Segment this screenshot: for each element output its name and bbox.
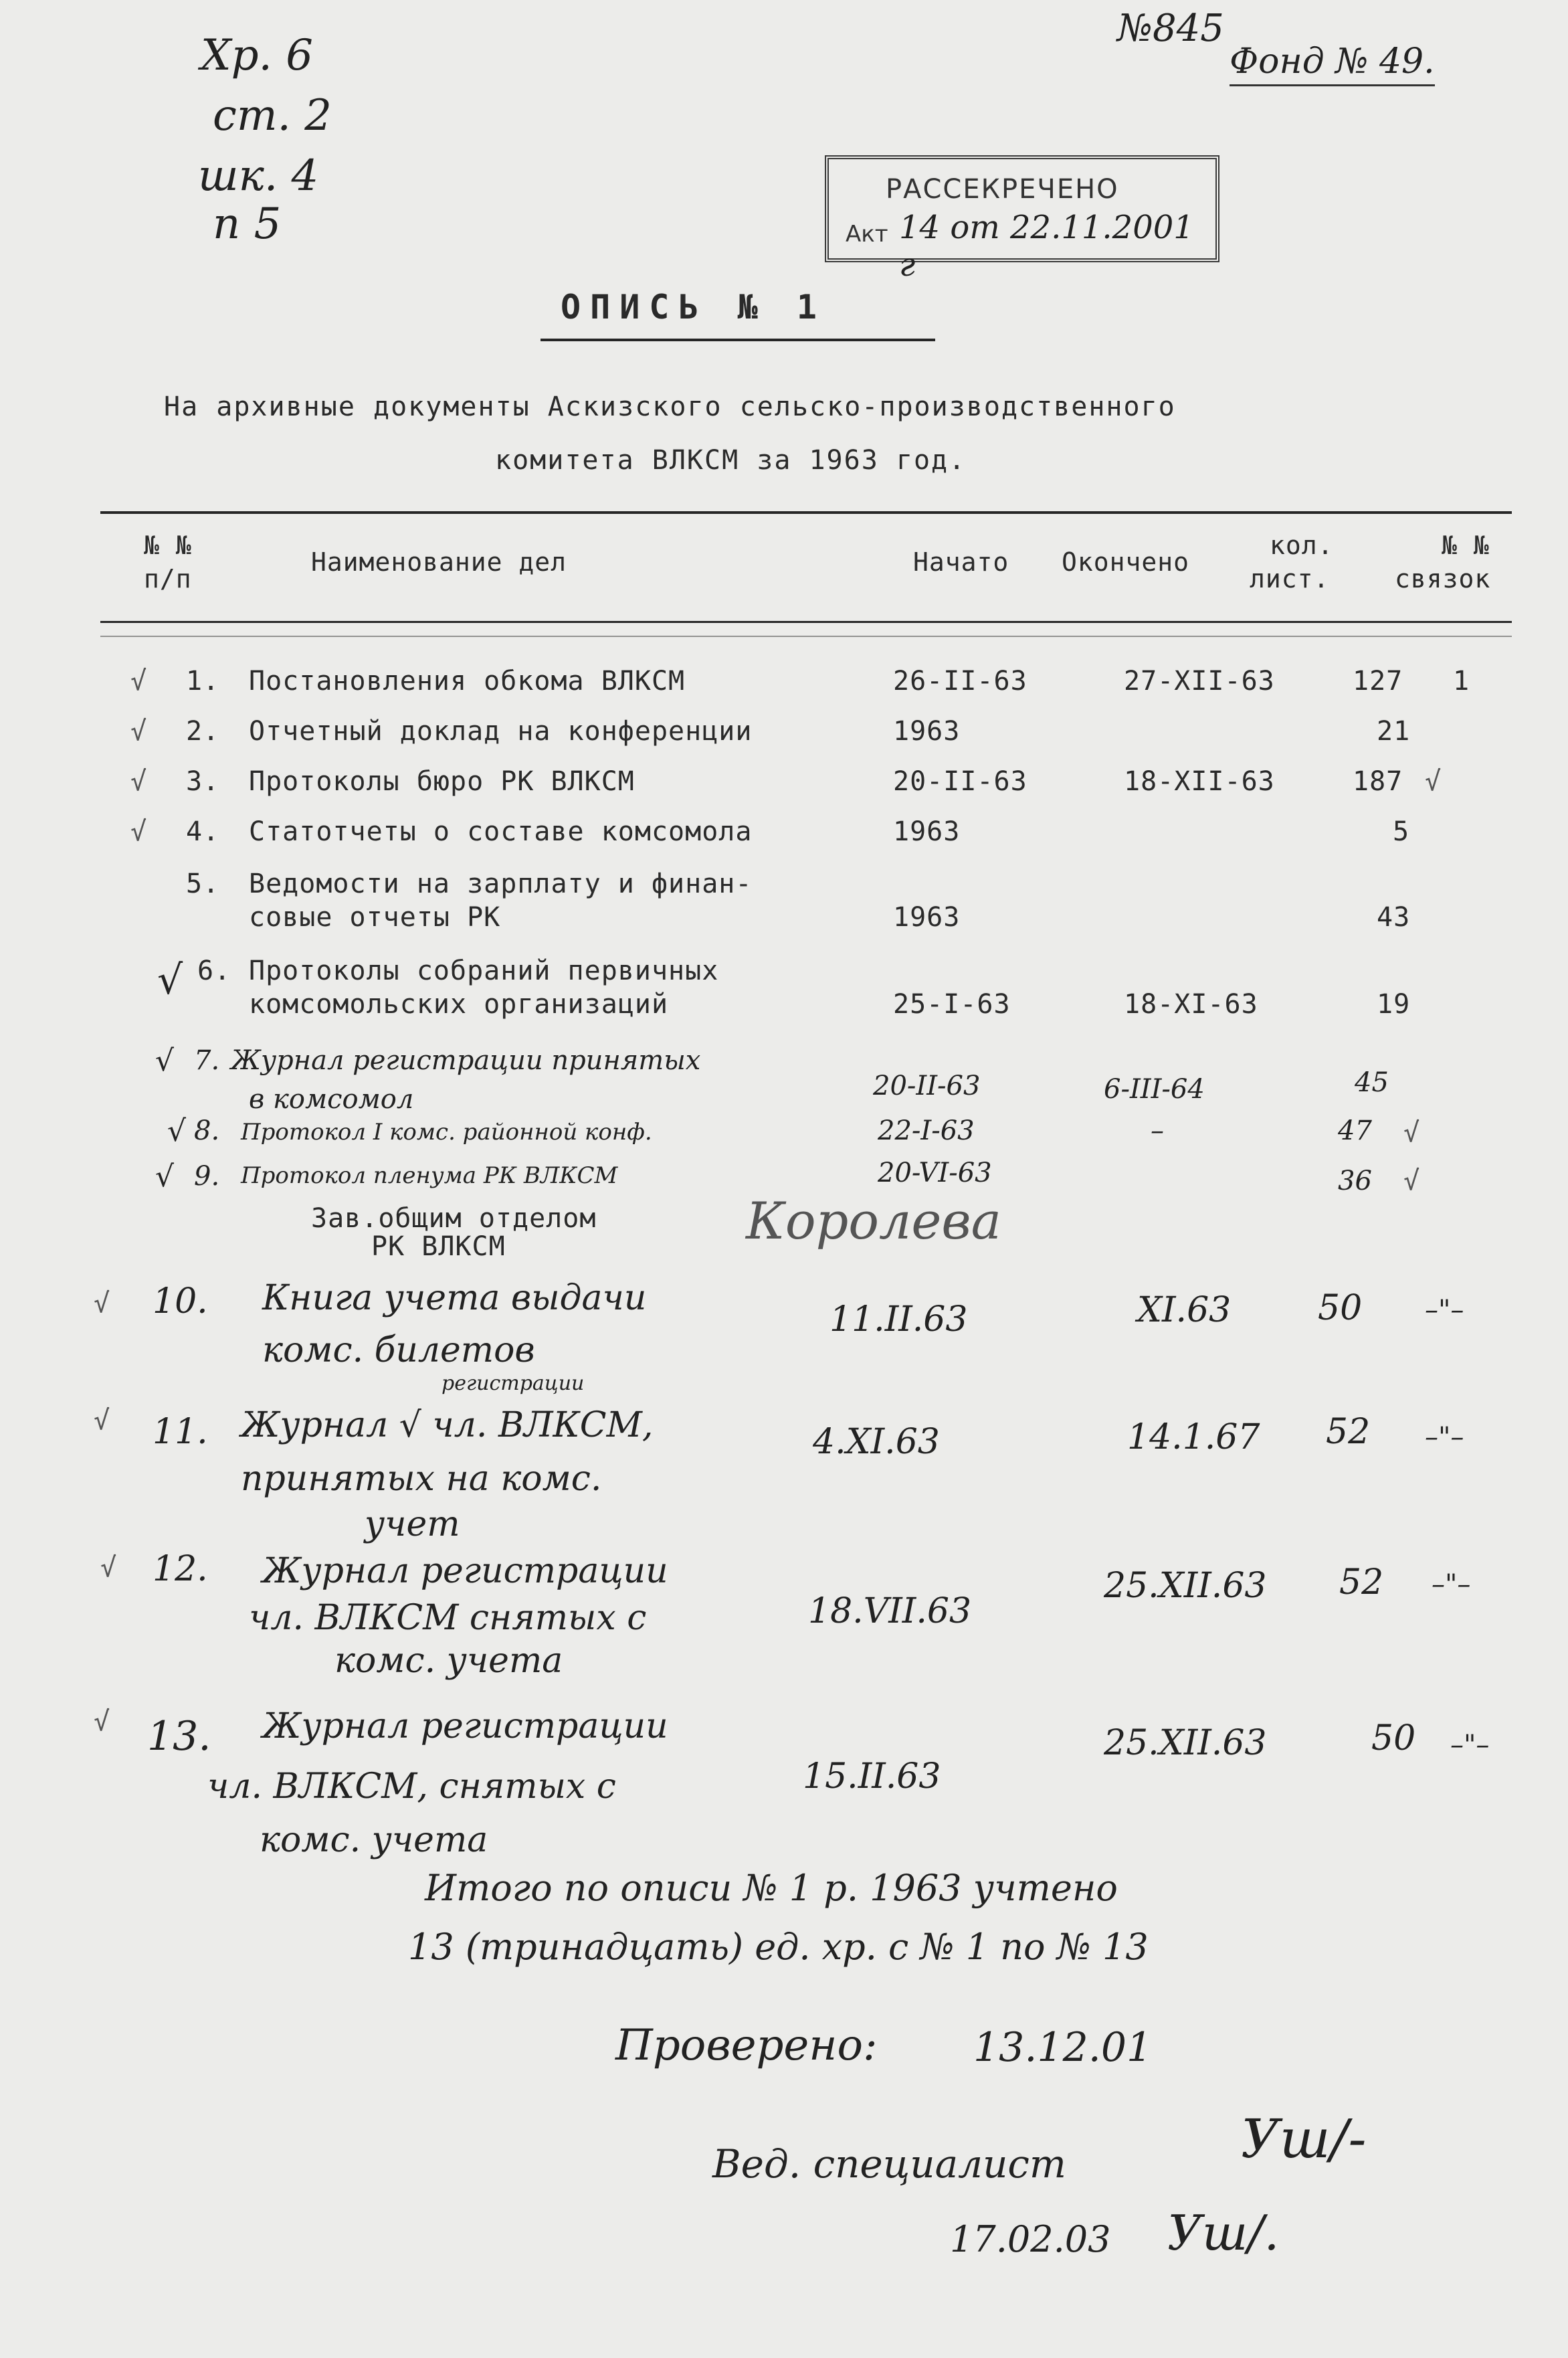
header-start: Начато (913, 547, 1009, 577)
row-12-start: 18.VII.63 (808, 1591, 972, 1631)
row-13-end: 25.XII.63 (1104, 1723, 1267, 1763)
row-7-end: 6-III-64 (1104, 1074, 1205, 1105)
row-12-end: 25.XII.63 (1104, 1566, 1267, 1606)
corner-mark-hr: Хр. 6 (201, 31, 313, 80)
row-4-sheets: 5 (1393, 816, 1410, 847)
row-7-name-line2: в комсомол (249, 1084, 414, 1115)
row-4-num: 4. (186, 816, 220, 847)
row-7-name-line1: Журнал регистрации принятых (231, 1045, 701, 1076)
signature-koroleva: Королева (746, 1191, 1001, 1251)
table-header-rule (100, 621, 1512, 623)
row-5-name-line2: совые отчеты РК (249, 902, 501, 933)
row-1-start: 26-II-63 (893, 666, 1027, 697)
row-8-bundle: √ (1403, 1117, 1420, 1148)
fond-number: Фонд № 49. (1230, 41, 1435, 86)
header-sheets-line2: лист. (1250, 564, 1330, 594)
row-7-num: 7. (194, 1045, 220, 1076)
row-2-check: √ (130, 716, 147, 747)
row-13-line2: чл. ВЛКСМ, снятых с (207, 1766, 616, 1807)
row-8-end: – (1151, 1115, 1164, 1146)
row-5-sheets: 43 (1377, 902, 1411, 933)
row-11-line3: учет (365, 1504, 460, 1544)
stamp-label: РАССЕКРЕЧЕНО (886, 174, 1119, 205)
footer-signature-2: Уш/. (1167, 2205, 1280, 2261)
corner-mark-shk: шк. 4 (198, 151, 319, 201)
row-12-line3: комс. учета (334, 1641, 563, 1681)
row-13-start: 15.II.63 (803, 1756, 941, 1797)
row-11-check: √ (94, 1405, 110, 1436)
header-sheets-line1: кол. (1270, 531, 1334, 560)
row-6-name-line1: Протоколы собраний первичных (249, 956, 719, 986)
total-line-1: Итого по описи № 1 р. 1963 учтено (425, 1867, 1118, 1909)
total-line-2: 13 (тринадцать) ед. хр. с № 1 по № 13 (408, 1926, 1149, 1968)
title-underline (541, 339, 935, 341)
header-num-line1: № № (144, 531, 192, 560)
corner-mark-p: п 5 (213, 199, 282, 249)
row-12-line2: чл. ВЛКСМ снятых с (249, 1598, 647, 1638)
row-13-sheets: 50 (1371, 1718, 1416, 1758)
row-9-start: 20-VI-63 (878, 1158, 992, 1188)
row-10-start: 11.II.63 (829, 1299, 968, 1340)
row-9-check: √ (155, 1160, 175, 1194)
row-4-start: 1963 (893, 816, 961, 847)
row-5-num: 5. (186, 869, 220, 899)
stamp-akt-label: Акт (846, 221, 888, 248)
stamp-akt-value: 14 от 22.11.2001 г (899, 209, 1194, 284)
row-7-sheets: 45 (1355, 1067, 1389, 1098)
row-2-sheets: 21 (1377, 716, 1411, 747)
row-11-line1: Журнал √ чл. ВЛКСМ, (241, 1405, 654, 1445)
row-12-line1: Журнал регистрации (262, 1551, 668, 1591)
table-header-rule-thin (100, 636, 1512, 637)
row-10-check: √ (94, 1288, 110, 1319)
row-12-sheets: 52 (1339, 1562, 1384, 1603)
row-1-num: 1. (186, 666, 220, 697)
row-2-num: 2. (186, 716, 220, 747)
row-6-check: √ (157, 957, 183, 1004)
row-8-name: Протокол I комс. районной конф. (241, 1119, 652, 1146)
row-2-name: Отчетный доклад на конференции (249, 716, 753, 747)
checked-label: Проверено: (615, 2021, 878, 2070)
document-number: №845 (1117, 7, 1224, 50)
row-3-num: 3. (186, 766, 220, 797)
header-end: Окончено (1062, 547, 1190, 577)
row-11-end: 14.1.67 (1127, 1417, 1260, 1457)
row-11-bundle: –"– (1425, 1422, 1464, 1453)
header-num-line2: п/п (144, 564, 192, 594)
row-11-above: регистрации (442, 1372, 585, 1395)
row-7-start: 20-II-63 (873, 1071, 981, 1101)
row-10-num: 10. (153, 1281, 208, 1322)
row-10-end: XI.63 (1137, 1290, 1232, 1330)
row-1-bundle: 1 (1453, 666, 1470, 697)
row-12-bundle: –"– (1432, 1569, 1471, 1600)
page-title: ОПИСЬ № 1 (561, 288, 826, 327)
row-6-num: 6. (197, 956, 231, 986)
subtitle-line-2: комитета ВЛКСМ за 1963 год. (495, 445, 967, 476)
row-3-bundle: √ (1425, 766, 1442, 797)
row-7-check: √ (155, 1044, 175, 1078)
row-3-name: Протоколы бюро РК ВЛКСМ (249, 766, 635, 797)
footer-role: Вед. специалист (712, 2141, 1066, 2187)
row-3-check: √ (130, 766, 147, 797)
row-11-num: 11. (153, 1412, 208, 1452)
row-8-num: 8. (194, 1115, 220, 1146)
footer-date: 17.02.03 (950, 2218, 1111, 2260)
row-3-start: 20-II-63 (893, 766, 1027, 797)
row-5-start: 1963 (893, 902, 961, 933)
row-1-sheets: 127 (1353, 666, 1403, 697)
row-13-num: 13. (147, 1713, 211, 1760)
row-11-sheets: 52 (1326, 1412, 1371, 1452)
row-13-line1: Журнал регистрации (262, 1706, 668, 1746)
row-12-num: 12. (153, 1549, 208, 1589)
header-name: Наименование дел (311, 547, 567, 577)
corner-mark-st: ст. 2 (213, 91, 332, 141)
row-9-bundle: √ (1403, 1166, 1420, 1196)
row-3-sheets: 187 (1353, 766, 1403, 797)
row-12-check: √ (100, 1552, 117, 1583)
row-6-start: 25-I-63 (893, 989, 1011, 1020)
row-6-sheets: 19 (1377, 989, 1411, 1020)
signature-role-line2: РК ВЛКСМ (371, 1231, 506, 1262)
row-8-start: 22-I-63 (878, 1115, 975, 1146)
row-13-bundle: –"– (1450, 1730, 1490, 1760)
row-4-name: Статотчеты о составе комсомола (249, 816, 753, 847)
row-2-start: 1963 (893, 716, 961, 747)
row-11-line2: принятых на комс. (241, 1459, 602, 1499)
row-6-end: 18-XI-63 (1124, 989, 1258, 1020)
row-1-end: 27-XII-63 (1124, 666, 1275, 697)
header-bundle-line2: связок (1395, 564, 1491, 594)
subtitle-line-1: На архивные документы Аскизского сельско-производственного (164, 391, 1176, 422)
row-10-bundle: –"– (1425, 1295, 1464, 1326)
row-9-sheets: 36 (1338, 1166, 1372, 1196)
table-top-rule (100, 511, 1512, 514)
row-10-line1: Книга учета выдачи (262, 1278, 647, 1318)
declassified-stamp (825, 155, 1219, 284)
row-9-name: Протокол пленума РК ВЛКСМ (241, 1162, 618, 1189)
header-bundle-line1: № № (1442, 531, 1490, 560)
checked-date: 13.12.01 (973, 2024, 1153, 2071)
row-13-line3: комс. учета (260, 1820, 488, 1860)
row-6-name-line2: комсомольских организаций (249, 989, 669, 1020)
row-4-check: √ (130, 816, 147, 847)
footer-signature: Уш/- (1241, 2108, 1367, 2170)
row-13-check: √ (94, 1706, 110, 1737)
row-10-sheets: 50 (1318, 1288, 1363, 1328)
signature-role-line1: Зав.общим отделом (311, 1203, 597, 1234)
row-9-num: 9. (194, 1161, 220, 1192)
row-1-name: Постановления обкома ВЛКСМ (249, 666, 686, 697)
row-1-check: √ (130, 666, 147, 697)
row-11-start: 4.XI.63 (813, 1422, 940, 1462)
row-8-sheets: 47 (1338, 1115, 1372, 1146)
row-8-check: √ (167, 1114, 187, 1148)
row-3-end: 18-XII-63 (1124, 766, 1275, 797)
row-10-line2: комс. билетов (262, 1330, 535, 1370)
row-5-name-line1: Ведомости на зарплату и финан- (249, 869, 753, 899)
